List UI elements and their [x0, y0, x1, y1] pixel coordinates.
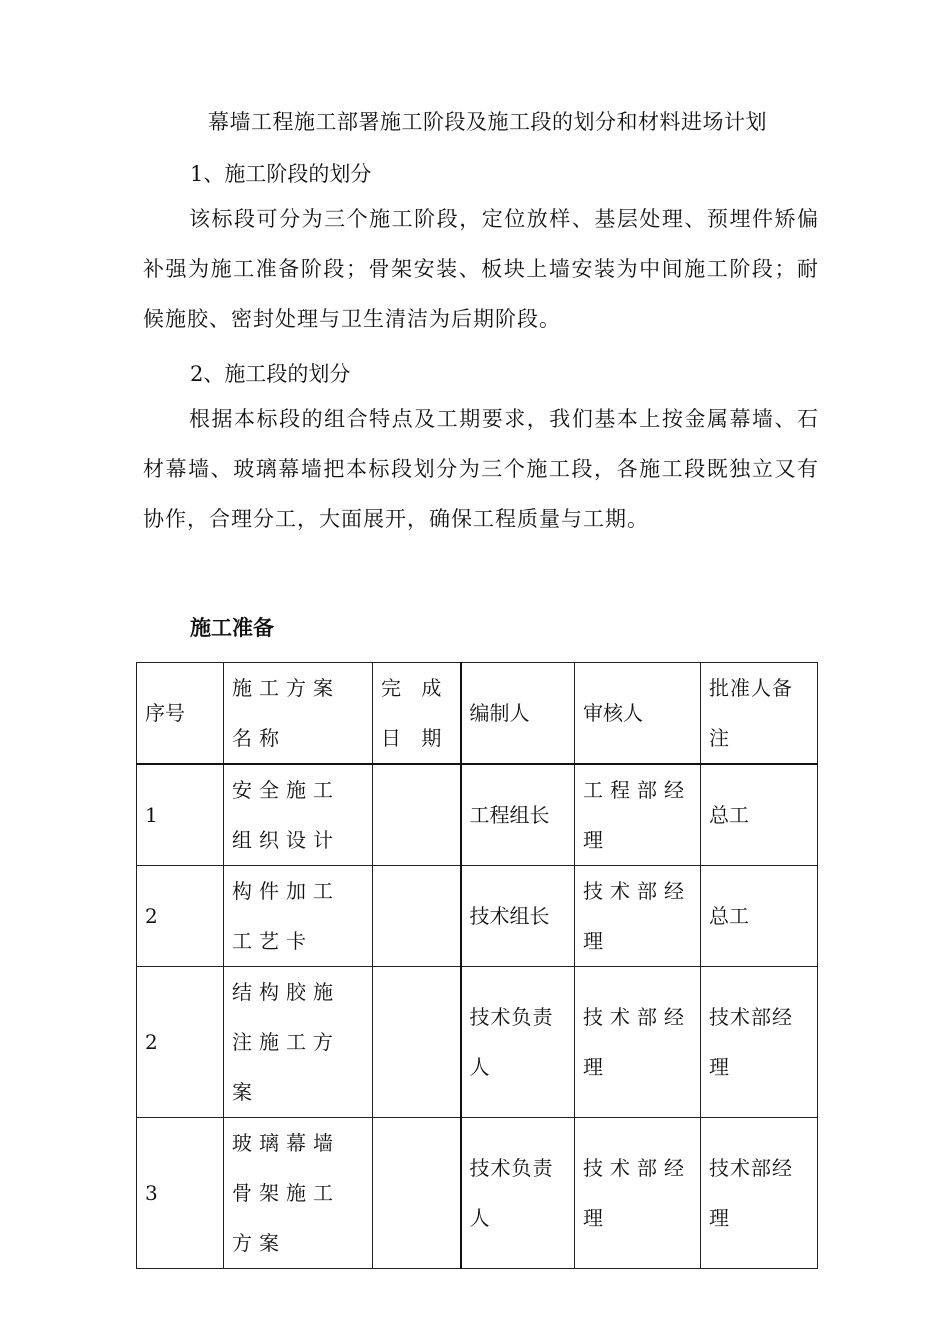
- cell-completion-date: [373, 967, 461, 1118]
- table-header-row: [137, 663, 818, 765]
- cell-plan-name: 构件加工工艺卡: [224, 866, 373, 967]
- cell-author: 技术负责人: [461, 967, 575, 1118]
- cell-plan-name: 安全施工组织设计: [224, 764, 373, 866]
- cell-index: 2: [137, 967, 224, 1118]
- section-2-body: 根据本标段的组合特点及工期要求，我们基本上按金属幕墙、石材幕墙、玻璃幕墙把本标段划分为三个施工段，各施工段既独立又有协作，合理分工，大面展开，确保工程质量与工期。: [143, 407, 819, 531]
- cell-approver: 技术部经理: [701, 967, 818, 1118]
- cell-approver: 总工: [701, 764, 818, 866]
- header-cell-completion-date: 完 成 日 期: [373, 663, 461, 765]
- table-row: [137, 866, 818, 967]
- section-1-heading: 1、施工阶段的划分: [190, 162, 372, 186]
- cell-completion-date: [373, 866, 461, 967]
- cell-completion-date: [373, 1118, 461, 1269]
- table-row: [137, 1118, 818, 1269]
- header-cell-plan-name: 施工方案名称: [224, 663, 373, 765]
- cell-plan-name: 结构胶施注施工方案: [224, 967, 373, 1118]
- cell-plan-name: 玻璃幕墙骨架施工方案: [224, 1118, 373, 1269]
- cell-index: 2: [137, 866, 224, 967]
- header-cell-approver-notes: 批准人备注: [701, 663, 818, 765]
- table-row: [137, 967, 818, 1118]
- table-title: 施工准备: [190, 616, 274, 640]
- cell-reviewer: 技术部经理: [575, 1118, 701, 1269]
- header-cell-reviewer: 审核人: [575, 663, 701, 765]
- cell-index: 1: [137, 764, 224, 866]
- section-1-body: 该标段可分为三个施工阶段，定位放样、基层处理、预埋件矫偏补强为施工准备阶段；骨架安装、板块上墙安装为中间施工阶段；耐候施胶、密封处理与卫生清洁为后期阶段。: [143, 207, 819, 331]
- cell-author: 工程组长: [461, 764, 575, 866]
- cell-reviewer: 工程部经理: [575, 764, 701, 866]
- cell-approver: 总工: [701, 866, 818, 967]
- table-row: [137, 764, 818, 866]
- header-cell-index: 序号: [137, 663, 224, 765]
- document-title: 幕墙工程施工部署施工阶段及施工段的划分和材料进场计划: [208, 110, 767, 134]
- construction-plan-table: [136, 662, 818, 1269]
- cell-approver: 技术部经理: [701, 1118, 818, 1269]
- cell-completion-date: [373, 764, 461, 866]
- cell-author: 技术组长: [461, 866, 575, 967]
- section-2-heading: 2、施工段的划分: [190, 362, 351, 386]
- cell-index: 3: [137, 1118, 224, 1269]
- cell-author: 技术负责人: [461, 1118, 575, 1269]
- cell-reviewer: 技术部经理: [575, 967, 701, 1118]
- cell-reviewer: 技术部经理: [575, 866, 701, 967]
- header-cell-author: 编制人: [461, 663, 575, 765]
